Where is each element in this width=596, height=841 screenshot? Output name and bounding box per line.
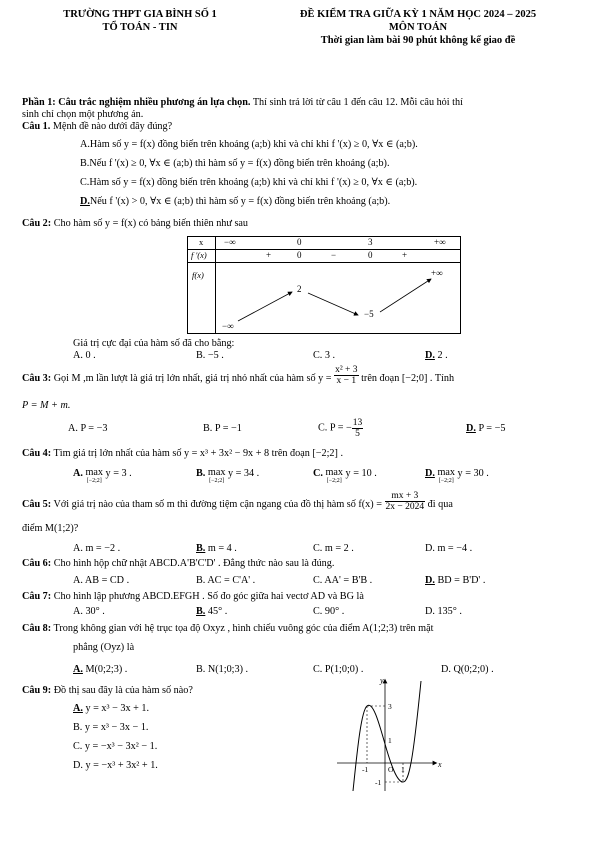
q8-line2: phẳng (Oyz) là [73,642,135,653]
table-fprime-sign3: + [402,250,408,260]
q6-option-b: B. AC = C'A' . [196,575,256,586]
q3-option-d-label: D. [466,423,476,434]
q3-text-b: trên đoạn [−2;0] . Tính [358,372,455,384]
q4-b-sub: [−2;2] [209,478,225,484]
q3-option-a: A. P = −3 [68,423,108,434]
q1-option-b: B.Nếu f '(x) ≥ 0, ∀x ∈ (a;b) thì hàm số y = f(x) đồng biến trên khoảng (a;b). [80,158,390,169]
q5-option-c: C. m = 2 . [313,543,354,554]
graph-tick-3: 3 [388,702,392,711]
q6-option-d-text: BD = B'D' . [434,575,486,586]
department-name: TỔ TOÁN - TIN [102,22,178,33]
table-x-pos-inf: +∞ [434,237,446,247]
graph-y-label: y [380,676,384,685]
q5-label: Câu 5: [22,498,52,510]
q8-option-b: B. N(1;0;3) . [196,664,249,675]
q6-text: Cho hình hộp chữ nhật ABCD.A'B'C'D' . Đẳng thức nào sau là đúng. [51,558,335,569]
question-8 [22,623,433,635]
q4-b-max [208,468,226,486]
q1-label: Câu 1. [22,121,51,132]
q9-text: Đồ thị sau đây là của hàm số nào? [51,685,193,696]
q7-option-b-label: B. [196,606,206,617]
q5-option-b-label: B. [196,543,206,554]
q4-a-max [85,468,103,486]
graph-origin-label: O [388,765,394,774]
q7-label: Câu 7: [22,591,52,602]
q1-option-d-text: Nếu f '(x) > 0, ∀x ∈ (a;b) thì hàm số y = f(x) đồng biến trên khoảng (a;b). [89,196,391,207]
table-f-neg-inf: −∞ [222,321,234,331]
q7-option-d: D. 135° . [425,606,462,617]
q1-text: Mệnh đề nào dưới đây đúng? [50,121,173,132]
question-2 [22,218,248,230]
q9-option-a-text: y = x³ − 3x + 1. [82,703,150,714]
q4-text: Tìm giá trị lớn nhất của hàm số y = x³ + 3x² − 9x + 8 trên đoạn [−2;2] . [51,448,344,459]
q9-option-a [73,703,149,715]
q4-d-label: D. [425,468,435,479]
q5-text-a: Với giá trị nào của tham số m thì đường tiệm cận ngang của đồ thị hàm số f(x) = [51,498,382,510]
q4-option-c [313,468,377,486]
q9-option-b: B. y = x³ − 3x − 1. [73,722,149,733]
part1-instruction-line2: sinh chỉ chọn một phương án. [22,109,144,120]
q2-option-c: C. 3 . [313,350,336,361]
table-fprime-sign2: − [331,250,337,260]
q3-option-d [466,423,505,435]
q4-b-max-word: max [207,467,226,478]
q8-option-d: D. Q(0;2;0) . [441,664,494,675]
q3-frac-den: x − 1 [336,376,357,386]
q6-option-d-label: D. [425,575,435,586]
question-1 [22,121,172,133]
q4-a-val: y = 3 . [103,468,132,479]
q3-option-d-text: P = −5 [475,423,506,434]
q8-text: Trong không gian với hệ trục tọa độ Oxyz , hình chiếu vuông góc của điểm A(1;2;3) trên mặt [51,623,434,634]
q4-c-label: C. [313,468,323,479]
variation-arrows [188,237,460,333]
q4-d-max [437,468,455,486]
q7-option-b [196,606,227,618]
q4-label: Câu 4: [22,448,52,459]
q8-option-a [73,664,127,676]
q4-c-max-word: max [325,467,343,478]
q4-b-label: B. [196,468,206,479]
q2-option-d [425,350,448,362]
q3-option-c-text: C. P = − [318,422,352,434]
q9-option-d: D. y = −x³ + 3x² + 1. [73,760,158,771]
q8-option-c: C. P(1;0;0) . [313,664,364,675]
q8-option-a-label: A. [73,664,83,675]
q4-d-sub: [−2;2] [438,478,454,484]
q3-option-b: B. P = −1 [203,423,242,434]
q5-line2: điểm M(1;2)? [22,523,79,534]
q4-c-val: y = 10 . [343,468,377,479]
table-f-pos-inf: +∞ [431,268,443,278]
table-fprime-sign1: + [266,250,272,260]
q5-frac-num: mx + 3 [385,491,426,502]
q1-option-c: C.Hàm số y = f(x) đồng biến trên khoảng (a;b) khi và chỉ khi f '(x) ≥ 0, ∀x ∈ (a;b). [80,177,418,188]
q3-fraction [334,365,358,386]
q3-c-den: 5 [355,429,360,439]
q7-option-a: A. 30° . [73,606,105,617]
q3-label: Câu 3: [22,372,52,384]
q4-a-sub: [−2;2] [86,478,102,484]
q5-option-b [196,543,237,555]
exam-title: ĐỀ KIỂM TRA GIỮA KỲ 1 NĂM HỌC 2024 – 2025 [299,9,537,20]
q2-question: Giá trị cực đại của hàm số đã cho bằng: [73,338,235,349]
graph-tick-x-1: 1 [401,765,405,774]
table-x-0: 0 [297,237,302,247]
q2-option-a: A. 0 . [73,350,96,361]
q5-option-d: D. m = −4 . [425,543,473,554]
table-fprime-zero1: 0 [297,250,302,260]
question-6 [22,558,334,570]
q2-option-b: B. −5 . [196,350,224,361]
q3-c-num: 13 [352,418,363,428]
part1-instruction: Thí sinh trả lời từ câu 1 đến câu 12. Mỗi câu hỏi thí [250,97,463,108]
q1-option-d [80,196,390,208]
q5-fraction [385,491,426,512]
q5-text-b: đi qua [425,498,453,510]
arrow-increase-1 [238,292,292,321]
question-5 [22,491,453,512]
q4-a-max-word: max [85,467,103,478]
q6-label: Câu 6: [22,558,52,569]
question-4 [22,448,343,460]
q6-option-c: C. AA' = B'B . [313,575,373,586]
table-x-3: 3 [368,237,373,247]
question-3 [22,365,455,386]
table-f-header: f(x) [192,270,204,280]
exam-subject: MÔN TOÁN [388,22,448,33]
question-7 [22,591,364,603]
table-f-max: 2 [297,284,302,294]
q8-label: Câu 8: [22,623,52,634]
q5-frac-den: 2x − 2024 [385,502,425,512]
q8-option-a-text: M(0;2;3) . [82,664,128,675]
q4-option-d [425,468,489,486]
q9-option-a-label: A. [73,703,83,714]
q4-d-val: y = 30 . [455,468,489,479]
q6-option-a: A. AB = CD . [73,575,130,586]
q1-option-d-label: D. [80,196,90,207]
q2-option-d-text: 2 . [434,350,448,361]
q2-text: Cho hàm số y = f(x) có bảng biến thiên như sau [51,218,249,229]
q3-line2: P = M + m. [22,400,71,411]
part1-title: Phần 1: Câu trắc nghiệm nhiều phương án lựa chọn. [22,97,251,108]
q4-option-b [196,468,259,486]
arrow-decrease [308,293,358,315]
q4-d-max-word: max [437,467,455,478]
q7-text: Cho hình lập phương ABCD.EFGH . Số đo góc giữa hai vectơ AD và BG là [51,591,364,602]
q4-c-max [325,468,343,486]
q5-option-a: A. m = −2 . [73,543,121,554]
q4-option-a [73,468,132,486]
graph-tick-1: 1 [388,736,392,745]
question-9 [22,685,193,697]
q9-option-c: C. y = −x³ − 3x² − 1. [73,741,158,752]
arrow-increase-2 [380,279,431,312]
q5-option-b-text: m = 4 . [205,543,237,554]
q7-option-c: C. 90° . [313,606,345,617]
exam-duration: Thời gian làm bài 90 phút không kể giao đề [320,35,516,46]
table-f-min: −5 [364,309,374,319]
q4-b-val: y = 34 . [225,468,260,479]
q3-frac-num: x² + 3 [335,365,358,375]
q4-a-label: A. [73,468,83,479]
q4-c-sub: [−2;2] [326,478,342,484]
q2-label: Câu 2: [22,218,52,229]
q1-option-a: A.Hàm số y = f(x) đồng biến trên khoảng (a;b) khi và chỉ khi f '(x) ≥ 0, ∀x ∈ (a;b). [80,139,418,150]
q2-option-d-label: D. [425,350,435,361]
q3-text-a: Gọi M ,m lần lượt là giá trị lớn nhất, giá trị nhỏ nhất của hàm số y = [51,372,332,384]
q9-label: Câu 9: [22,685,52,696]
table-x-header: x [199,237,204,247]
school-name: TRƯỜNG THPT GIA BÌNH SỐ 1 [63,9,217,20]
q6-option-d [425,575,485,587]
variation-table [187,236,461,334]
q9-function-graph [335,673,455,795]
table-fprime-header: f '(x) [191,250,207,260]
q7-option-b-text: 45° . [205,606,228,617]
graph-x-label: x [438,760,442,769]
q3-option-c-frac [352,418,364,439]
graph-tick-y-neg1: -1 [375,778,382,787]
table-x-neg-inf: −∞ [224,237,236,247]
graph-tick-x-neg1: -1 [362,765,369,774]
graph-curve [353,681,421,791]
q3-option-c [318,418,363,439]
table-fprime-zero2: 0 [368,250,373,260]
part1-heading [22,97,463,109]
